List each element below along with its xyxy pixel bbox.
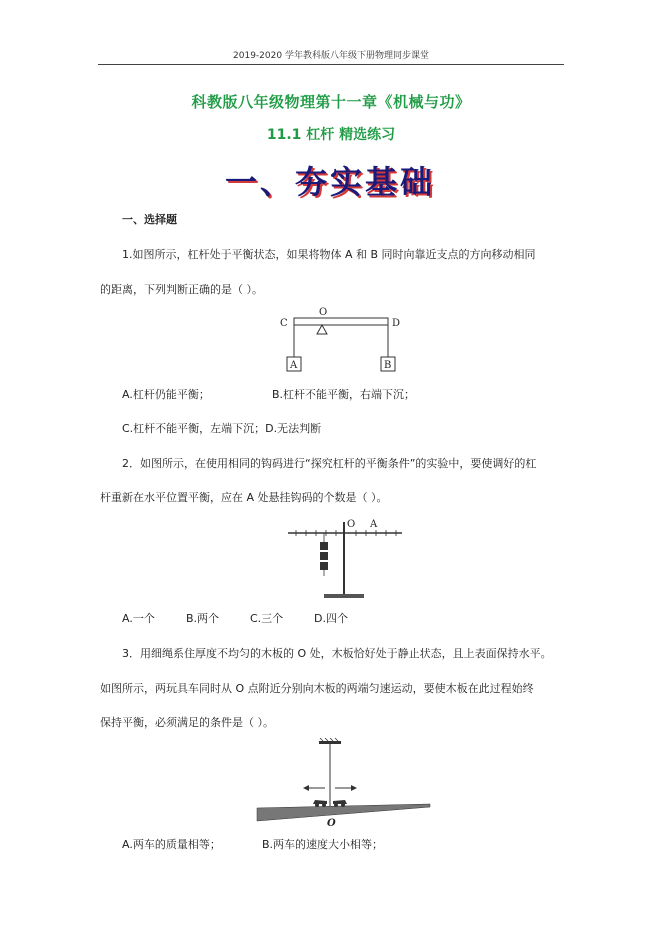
label-b: B [384, 360, 392, 371]
q3-option-a: A.两车的质量相等； [122, 838, 221, 851]
section-banner: 一、夯实基础 [224, 163, 435, 201]
label-d: D [392, 318, 401, 329]
q3-stem-line2: 如图所示，两玩具车同时从 O 点附近分别向木板的两端匀速运动，要使木板在此过程始终 [100, 682, 534, 695]
hook-weights [320, 542, 328, 570]
page-header: 2019-2020 学年教科版八年级下册物理同步课堂 [233, 51, 429, 61]
q1-option-cd: C.杠杆不能平衡，左端下沉；D.无法判断 [122, 422, 322, 435]
lever-bar [294, 318, 388, 325]
q2-option-b: B.两个 [186, 612, 220, 625]
q1-lever-figure [270, 304, 420, 376]
q3-board-figure [255, 738, 435, 828]
chapter-title: 科教版八年级物理第十一章《机械与功》 [191, 93, 471, 111]
q1-stem-line1: 1.如图所示，杠杆处于平衡状态，如果将物体 A 和 B 同时向靠近支点的方向移动相同 [122, 248, 536, 261]
q2-option-a: A.一个 [122, 612, 155, 625]
q2-stem-line1: 2．如图所示，在使用相同的钩码进行“探究杠杆的平衡条件”的实验中，要使调好的杠 [122, 457, 537, 470]
q3-stem-line1: 3．用细绳系住厚度不均匀的木板的 O 处，木板恰好处于静止状态，且上表面保持水平。 [122, 647, 552, 660]
fulcrum [317, 325, 327, 334]
ceiling-hatch [320, 738, 338, 741]
section-heading: 一、选择题 [122, 213, 177, 226]
q1-option-b: B.杠杆不能平衡，右端下沉； [272, 388, 416, 401]
q2-option-d: D.四个 [314, 612, 348, 625]
header-divider [98, 64, 564, 65]
label-a: A [370, 519, 378, 530]
q3-stem-line3: 保持平衡，必须满足的条件是（ ）。 [100, 716, 274, 729]
q3-option-b: B.两车的速度大小相等； [262, 838, 384, 851]
q2-stem-line2: 杆重新在水平位置平衡，应在 A 处悬挂钩码的个数是（ ）。 [100, 491, 388, 504]
label-o: O [319, 307, 328, 318]
lesson-title: 11.1 杠杆 精选练习 [266, 127, 396, 143]
ceiling-mount [319, 741, 341, 744]
label-o: O [347, 519, 356, 530]
q1-stem-line2: 的距离，下列判断正确的是（ ）。 [100, 283, 263, 296]
stand-base [324, 594, 364, 598]
label-o: O [327, 818, 336, 829]
q2-option-c: C.三个 [250, 612, 284, 625]
q1-option-a: A.杠杆仍能平衡； [122, 388, 210, 401]
label-c: C [280, 318, 288, 329]
label-a: A [290, 360, 298, 371]
q2-lever-stand-figure [280, 516, 410, 602]
